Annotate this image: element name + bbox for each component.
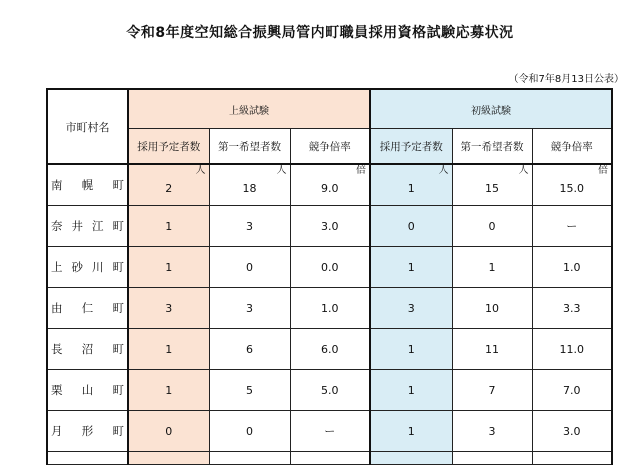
- column-header: 第一希望者数: [452, 129, 532, 165]
- junior-applicants: 11: [452, 329, 532, 370]
- table-row: [47, 288, 612, 329]
- junior-exam-header: 初級試験: [370, 89, 612, 129]
- junior-applicants: 1: [452, 247, 532, 288]
- senior-ratio: ー: [290, 411, 370, 452]
- senior-applicants: 3: [209, 288, 290, 329]
- table-row: [47, 164, 612, 206]
- municipality-name: 上砂川町: [47, 247, 128, 288]
- senior-applicants: 0: [209, 411, 290, 452]
- junior-planned: 3: [370, 288, 452, 329]
- senior-applicants: 6: [209, 329, 290, 370]
- unit-person: 人: [518, 165, 529, 176]
- empty-cell: [452, 452, 532, 465]
- table-row: [47, 329, 612, 370]
- junior-ratio: 7.0: [532, 370, 612, 411]
- senior-applicants: 人 18: [209, 164, 290, 206]
- senior-ratio: 6.0: [290, 329, 370, 370]
- senior-applicants: 3: [209, 206, 290, 247]
- junior-applicants: 人 15: [452, 164, 532, 206]
- junior-planned: 1: [370, 411, 452, 452]
- column-header: 採用予定者数: [128, 129, 209, 165]
- junior-planned: 1: [370, 329, 452, 370]
- empty-cell: [209, 452, 290, 465]
- junior-ratio: 3.3: [532, 288, 612, 329]
- municipality-name: 南 幌 町: [47, 164, 128, 206]
- junior-ratio: 11.0: [532, 329, 612, 370]
- table-row: [47, 247, 612, 288]
- empty-cell: [128, 452, 209, 465]
- municipality-name: 長 沼 町: [47, 329, 128, 370]
- junior-applicants: 0: [452, 206, 532, 247]
- junior-planned: 1: [370, 247, 452, 288]
- senior-ratio: 5.0: [290, 370, 370, 411]
- junior-planned: 0: [370, 206, 452, 247]
- municipality-name: 栗 山 町: [47, 370, 128, 411]
- municipality-name: 月 形 町: [47, 411, 128, 452]
- senior-ratio: 倍 9.0: [290, 164, 370, 206]
- senior-planned: 1: [128, 329, 209, 370]
- unit-person: 人: [438, 165, 449, 176]
- empty-cell: [532, 452, 612, 465]
- municipality-name: 由 仁 町: [47, 288, 128, 329]
- senior-planned: 1: [128, 247, 209, 288]
- announcement-date: （令和7年8月13日公表）: [508, 74, 624, 85]
- junior-ratio: 3.0: [532, 411, 612, 452]
- senior-ratio: 1.0: [290, 288, 370, 329]
- senior-ratio: 0.0: [290, 247, 370, 288]
- senior-planned: 0: [128, 411, 209, 452]
- senior-planned: 1: [128, 370, 209, 411]
- senior-planned: 人 2: [128, 164, 209, 206]
- column-header: 第一希望者数: [209, 129, 290, 165]
- junior-ratio: ー: [532, 206, 612, 247]
- unit-person: 人: [195, 165, 206, 176]
- junior-applicants: 10: [452, 288, 532, 329]
- unit-ratio: 倍: [356, 165, 366, 176]
- senior-exam-header: 上級試験: [128, 89, 370, 129]
- unit-ratio: 倍: [598, 165, 608, 176]
- senior-applicants: 5: [209, 370, 290, 411]
- senior-ratio: 3.0: [290, 206, 370, 247]
- empty-cell: [47, 452, 128, 465]
- table-row: [47, 370, 612, 411]
- results-table: [46, 88, 613, 465]
- junior-applicants: 7: [452, 370, 532, 411]
- table-row-cutoff: [47, 452, 612, 465]
- table-row: [47, 206, 612, 247]
- junior-applicants: 3: [452, 411, 532, 452]
- senior-planned: 1: [128, 206, 209, 247]
- senior-applicants: 0: [209, 247, 290, 288]
- column-header: 採用予定者数: [370, 129, 452, 165]
- junior-ratio: 倍 15.0: [532, 164, 612, 206]
- junior-planned: 1: [370, 370, 452, 411]
- junior-ratio: 1.0: [532, 247, 612, 288]
- column-header: 競争倍率: [532, 129, 612, 165]
- page-title: 令和8年度空知総合振興局管内町職員採用資格試験応募状況: [126, 25, 514, 41]
- empty-cell: [290, 452, 370, 465]
- junior-planned: 人 1: [370, 164, 452, 206]
- unit-person: 人: [276, 165, 287, 176]
- column-header: 競争倍率: [290, 129, 370, 165]
- municipality-name: 奈井江町: [47, 206, 128, 247]
- municipality-header: 市町村名: [47, 89, 128, 164]
- table-row: [47, 411, 612, 452]
- empty-cell: [370, 452, 452, 465]
- senior-planned: 3: [128, 288, 209, 329]
